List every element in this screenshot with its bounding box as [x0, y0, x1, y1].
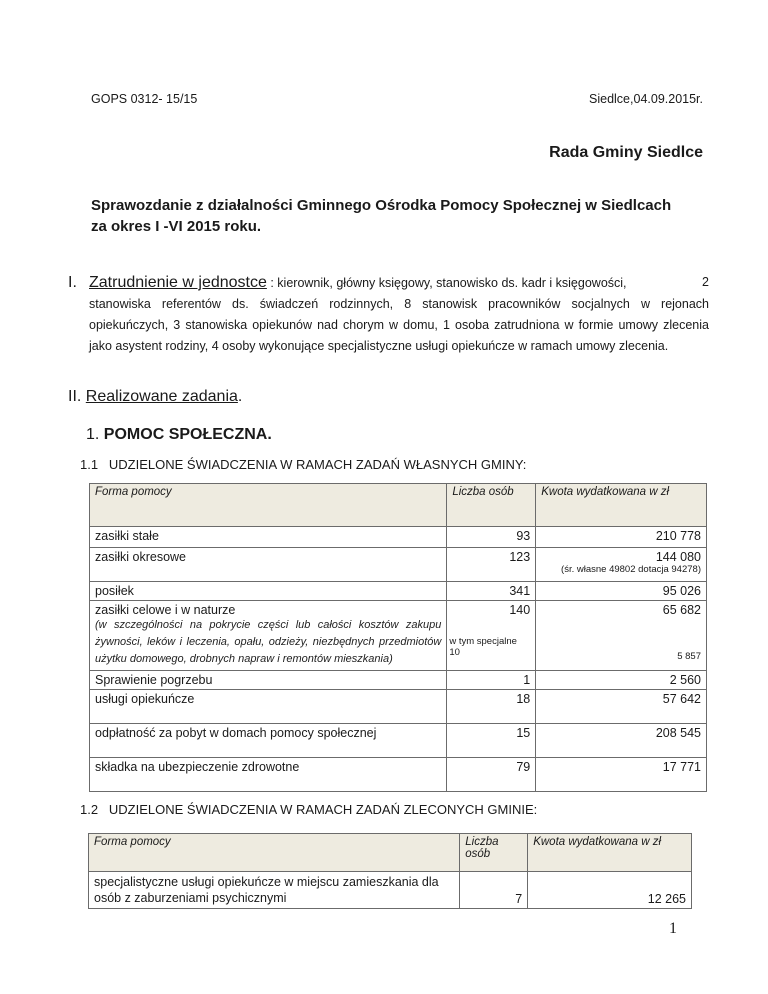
- count-value: 140: [509, 603, 531, 617]
- table-row: [89, 872, 692, 909]
- cell-form: składka na ubezpieczenie zdrowotne: [90, 758, 447, 792]
- table-row: [90, 758, 707, 792]
- section-employment: [68, 272, 709, 357]
- cell-amount: [536, 548, 707, 582]
- sub-count-label: w tym specjalne: [449, 636, 517, 647]
- section-heading: Zatrudnienie w jednostce: [89, 274, 267, 291]
- table-row: [90, 527, 707, 548]
- cell-form: specjalistyczne usługi opiekuńcze w miejscu zamieszkania dla osób z zaburzeniami psychicznymi: [89, 872, 460, 909]
- subsection-own-tasks-heading: 1.1 UDZIELONE ŚWIADCZENIA W RAMACH ZADAŃ WŁASNYCH GMINY:: [80, 457, 527, 472]
- heading-suffix: .: [237, 388, 243, 405]
- cell-count: [447, 601, 536, 671]
- cell-form: odpłatność za pobyt w domach pomocy społecznej: [90, 724, 447, 758]
- form-label: zasiłki celowe i w naturze: [95, 603, 236, 617]
- cell-count: 123: [447, 548, 536, 582]
- section-number: II.: [68, 388, 82, 405]
- cell-amount: [536, 601, 707, 671]
- document-title: [91, 195, 711, 237]
- cell-count: 79: [447, 758, 536, 792]
- table-row: [90, 671, 707, 690]
- cell-form: zasiłki okresowe: [90, 548, 447, 582]
- cell-count: 18: [447, 690, 536, 724]
- subsection-social-assistance: [86, 426, 272, 444]
- cell-count: 93: [447, 527, 536, 548]
- commissioned-tasks-table: [88, 833, 692, 909]
- table-row: [90, 582, 707, 601]
- section-body-text: stanowiska referentów ds. świadczeń rodzinnych, 8 stanowisk pracowników socjalnych w rejonach opiekuńczych, 3 stanowiska opiekunów nad chorym w domu, 1 osoba zatrudniona w formie umowy zlecenia jako asystent rodziny, 4 osoby wykonujące specjalistyczne usługi opiekuńcze w ramach umowy zlecenia.: [89, 297, 709, 353]
- cell-amount: 12 265: [528, 872, 692, 909]
- cell-amount: 95 026: [536, 582, 707, 601]
- page-number: 1: [669, 920, 677, 937]
- header-count: Liczba osób: [447, 484, 536, 527]
- cell-amount: 210 778: [536, 527, 707, 548]
- title-line-1: Sprawozdanie z działalności Gminnego Ośrodka Pomocy Społecznej w Siedlcach: [91, 197, 672, 214]
- header-amount: Kwota wydatkowana w zł: [528, 834, 692, 872]
- cell-amount: 17 771: [536, 758, 707, 792]
- table-header-row: [89, 834, 692, 872]
- section-first-line-end: 2: [702, 275, 709, 289]
- header-amount: Kwota wydatkowana w zł: [536, 484, 707, 527]
- amount-note: (śr. własne 49802 dotacja 94278): [561, 564, 701, 575]
- document-reference-number: GOPS 0312- 15/15: [91, 92, 198, 106]
- cell-count: 15: [447, 724, 536, 758]
- subsection-heading: POMOC SPOŁECZNA.: [103, 426, 272, 443]
- section-tasks: [68, 388, 242, 406]
- table-row: [90, 601, 707, 671]
- section-number: I.: [68, 274, 77, 291]
- title-line-2: za okres I -VI 2015 roku.: [91, 218, 262, 235]
- cell-form: posiłek: [90, 582, 447, 601]
- form-note: (w szczególności na pokrycie części lub całości kosztów zakupu żywności, leków i leczenia, opału, odzieży, niezbędnych przedmiotów użytku domowego, drobnych napraw i remontów mieszkania): [95, 619, 442, 665]
- recipient: Rada Gminy Siedlce: [549, 144, 703, 161]
- cell-count: 341: [447, 582, 536, 601]
- header-form: Forma pomocy: [89, 834, 460, 872]
- cell-amount: 2 560: [536, 671, 707, 690]
- table-row: [90, 724, 707, 758]
- cell-amount: 57 642: [536, 690, 707, 724]
- sub-amount-value: 5 857: [677, 651, 701, 662]
- table-row: [90, 690, 707, 724]
- cell-amount: 208 545: [536, 724, 707, 758]
- amount-value: 65 682: [662, 603, 701, 617]
- cell-count: 7: [460, 872, 528, 909]
- amount-value: 144 080: [655, 550, 701, 564]
- cell-form: Sprawienie pogrzebu: [90, 671, 447, 690]
- table-header-row: [90, 484, 707, 527]
- header-form: Forma pomocy: [90, 484, 447, 527]
- section-heading: Realizowane zadania: [85, 388, 238, 405]
- cell-form: usługi opiekuńcze: [90, 690, 447, 724]
- section-first-line: : kierownik, główny księgowy, stanowisko ds. kadr i księgowości,: [266, 276, 627, 290]
- subsection-commissioned-tasks-heading: 1.2 UDZIELONE ŚWIADCZENIA W RAMACH ZADAŃ ZLECONYCH GMINIE:: [80, 802, 538, 817]
- table-row: [90, 548, 707, 582]
- cell-form: [90, 601, 447, 671]
- subsection-number: 1.: [86, 426, 100, 443]
- sub-count-value: 10: [449, 647, 460, 658]
- place-and-date: Siedlce,04.09.2015r.: [589, 92, 703, 106]
- own-tasks-table: [89, 483, 707, 792]
- cell-form: zasiłki stałe: [90, 527, 447, 548]
- cell-count: 1: [447, 671, 536, 690]
- header-count: Liczba osób: [460, 834, 528, 872]
